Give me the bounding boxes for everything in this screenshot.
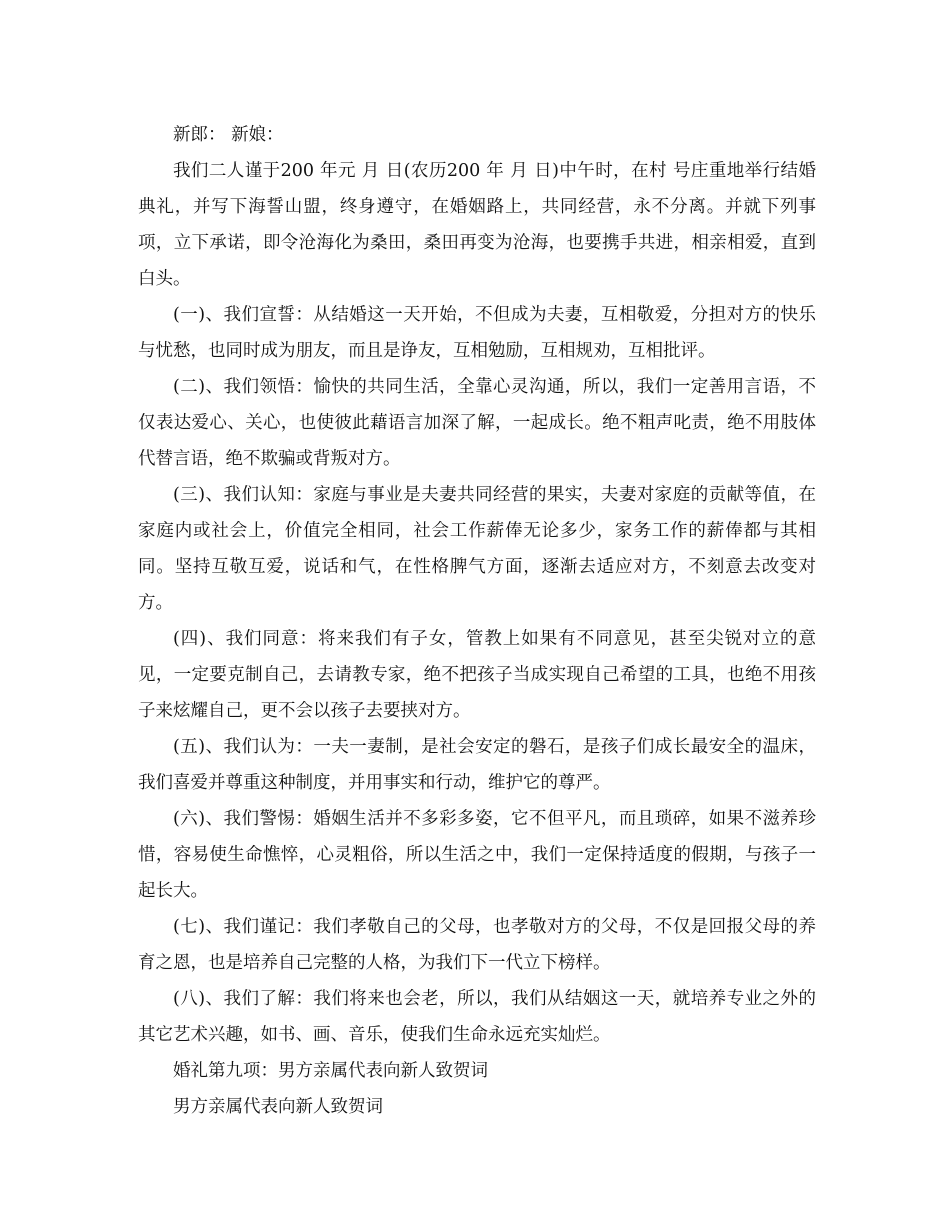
paragraph-intro: 我们二人谨于200 年元 月 日(农历200 年 月 日)中午时，在村 号庄重地举行结婚典礼，并写下海誓山盟，终身遵守，在婚姻路上，共同经营，永不分离。并就下列事项，立下承诺，即令沧海化为桑田，桑田再变为沧海，也要携手共进，相亲相爱，直到白头。	[138, 161, 816, 289]
paragraph-vow-1: (一)、我们宣誓：从结婚这一天开始，不但成为夫妻，互相敬爱，分担对方的快乐与忧愁，也同时成为朋友，而且是诤友，互相勉励，互相规劝，互相批评。	[138, 305, 816, 361]
header-groom-bride: 新郎： 新娘：	[173, 125, 284, 145]
section-heading-congratulations: 男方亲属代表向新人致贺词	[173, 1097, 383, 1117]
paragraph-vow-2: (二)、我们领悟：愉快的共同生活，全靠心灵沟通，所以，我们一定善用言语，不仅表达爱心、关心，也使彼此藉语言加深了解，一起成长。绝不粗声叱责，绝不用肢体代替言语，绝不欺骗或背叛对方。	[138, 377, 816, 469]
ceremony-item-nine: 婚礼第九项：男方亲属代表向新人致贺词	[173, 1061, 488, 1081]
document-body	[138, 117, 816, 1125]
paragraph-vow-6: (六)、我们警惕：婚姻生活并不多彩多姿，它不但平凡，而且琐碎，如果不滋养珍惜，容易使生命憔悴，心灵粗俗，所以生活之中，我们一定保持适度的假期，与孩子一起长大。	[138, 809, 816, 901]
paragraph-vow-3: (三)、我们认知：家庭与事业是夫妻共同经营的果实，夫妻对家庭的贡献等值，在家庭内或社会上，价值完全相同，社会工作薪俸无论多少，家务工作的薪俸都与其相同。坚持互敬互爱，说话和气，在性格脾气方面，逐渐去适应对方，不刻意去改变对方。	[138, 485, 816, 613]
paragraph-vow-7: (七)、我们谨记：我们孝敬自己的父母，也孝敬对方的父母，不仅是回报父母的养育之恩，也是培养自己完整的人格，为我们下一代立下榜样。	[138, 917, 816, 973]
paragraph-vow-5: (五)、我们认为：一夫一妻制，是社会安定的磐石，是孩子们成长最安全的温床，我们喜爱并尊重这种制度，并用事实和行动，维护它的尊严。	[138, 737, 816, 793]
paragraph-vow-8: (八)、我们了解：我们将来也会老，所以，我们从结姻这一天，就培养专业之外的其它艺术兴趣，如书、画、音乐，使我们生命永远充实灿烂。	[138, 989, 816, 1045]
paragraph-vow-4: (四)、我们同意：将来我们有子女，管教上如果有不同意见，甚至尖锐对立的意见，一定要克制自己，去请教专家，绝不把孩子当成实现自己希望的工具，也绝不用孩子来炫耀自己，更不会以孩子去要挟对方。	[138, 629, 816, 721]
